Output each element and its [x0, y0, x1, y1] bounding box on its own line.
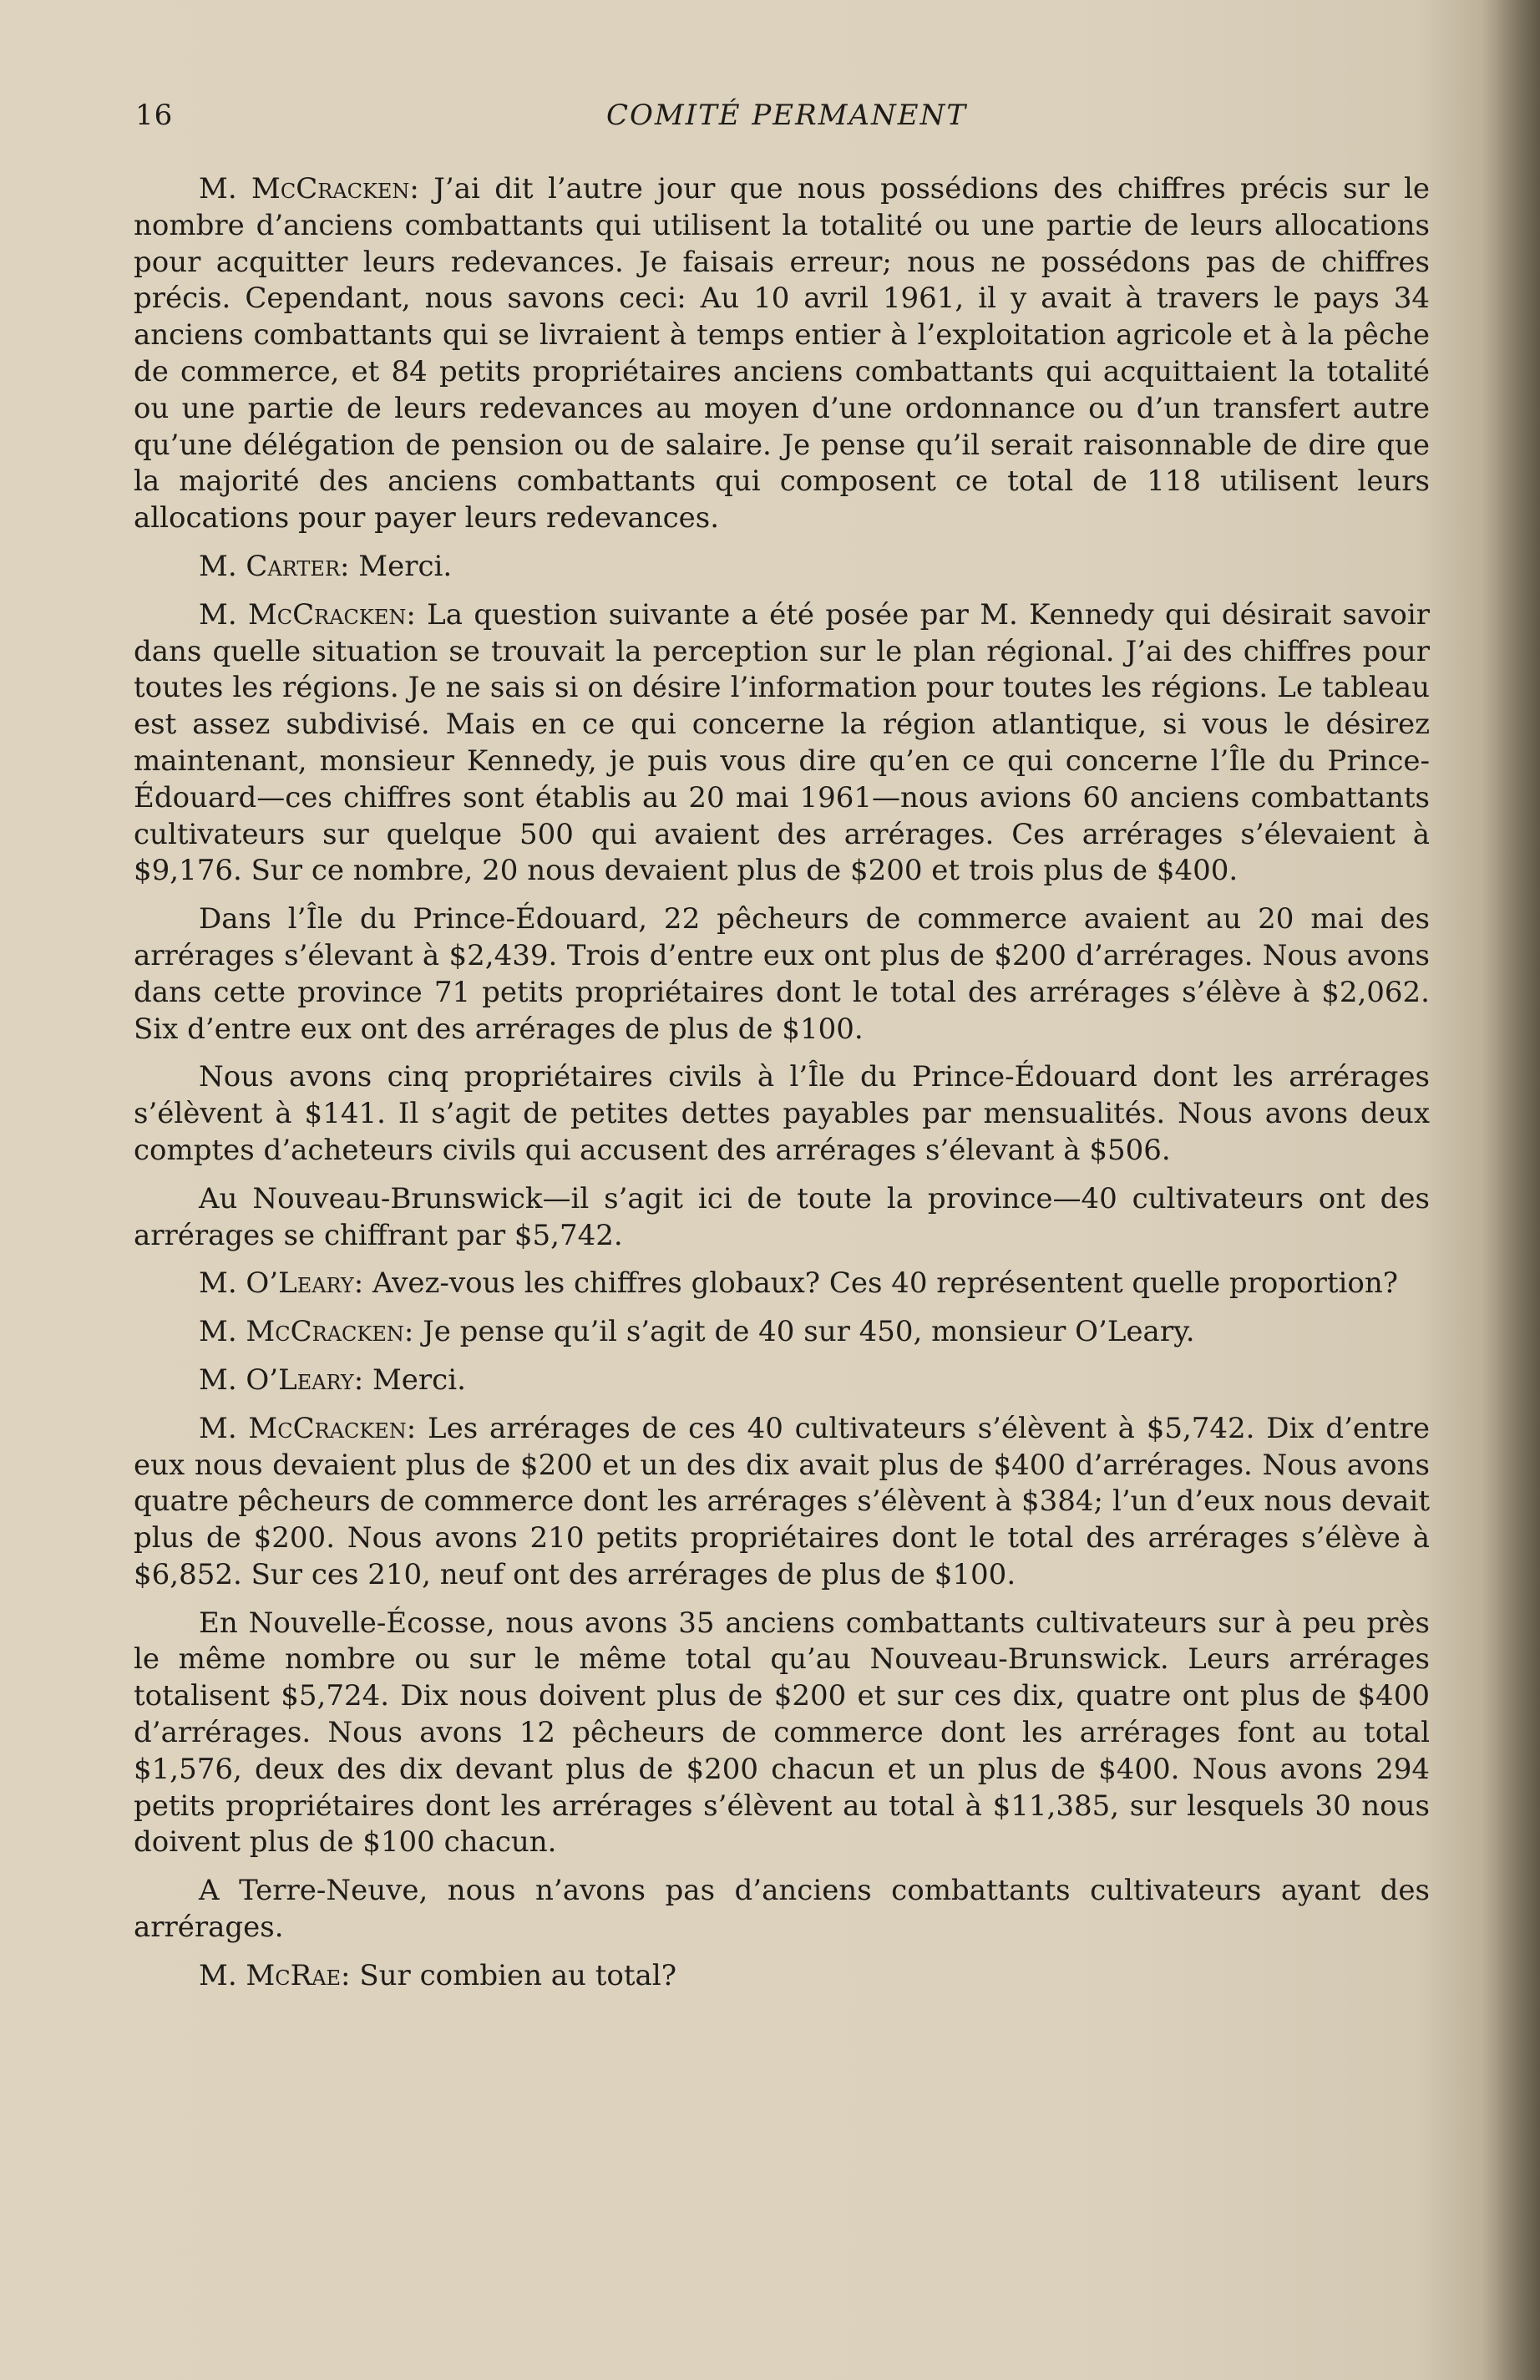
running-title: COMITÉ PERMANENT [605, 99, 968, 132]
paragraph-text: Merci. [349, 549, 453, 583]
paragraph-text: Nous avons cinq propriétaires civils à l’Île du Prince-Édouard dont les arrérages s’élèvent à $141. Il s’agit de petites dettes payables par mensualités. Nous avons deux comptes d’acheteurs civils qui accusent des arrérages s’élevant à $506. [134, 1060, 1430, 1167]
page-number: 16 [135, 99, 174, 132]
paragraph [134, 1873, 1430, 1946]
paragraph [134, 1181, 1430, 1255]
paragraph-text: Les arrérages de ces 40 cultivateurs s’élèvent à $5,742. Dix d’entre eux nous devaient plus de $200 et un des dix avait plus de $400 d’arrérages. Nous avons quatre pêcheurs de commerce dont les arrérages s’élèvent à $384; l’un d’eux nous devait plus de $200. Nous avons 210 petits propriétaires dont le total des arrérages s’élève à $6,852. Sur ces 210, neuf ont des arrérages de plus de $100. [134, 1411, 1430, 1591]
paragraph [134, 901, 1430, 1048]
paragraph-text: Au Nouveau-Brunswick—il s’agit ici de toute la province—40 cultivateurs ont des arrérages se chiffrant par $5,742. [134, 1181, 1430, 1252]
page-header [135, 99, 1438, 140]
paragraph-text: En Nouvelle-Écosse, nous avons 35 anciens combattants cultivateurs sur à peu près le même nombre ou sur le même total qu’au Nouveau-Brunswick. Leurs arrérages totalisent $5,724. Dix nous doivent plus de $200 et sur ces dix, quatre ont plus de $400 d’arrérages. Nous avons 12 pêcheurs de commerce dont les arrérages font au total $1,576, deux des dix devant plus de $200 chacun et un plus de $400. Nous avons 294 petits propriétaires dont les arrérages s’élèvent au total à $11,385, sur lesquels 30 nous doivent plus de $100 chacun. [134, 1606, 1430, 1860]
speaker-name: M. O’Leary: [199, 1363, 364, 1397]
binding-shadow [1482, 0, 1540, 2380]
paragraph-text: Avez-vous les chiffres globaux? Ces 40 représentent quelle proportion? [363, 1266, 1398, 1301]
paragraph [134, 1266, 1430, 1302]
speaker-name: M. McCracken: [199, 172, 419, 206]
paragraph [134, 1363, 1430, 1399]
paragraph-text: A Terre-Neuve, nous n’avons pas d’anciens combattants cultivateurs ayant des arrérages. [134, 1874, 1430, 1945]
paragraph [134, 1059, 1430, 1169]
speaker-name: M. McCracken: [199, 1411, 417, 1445]
speaker-name: M. McCracken: [199, 1315, 414, 1349]
paragraph-text: La question suivante a été posée par M. Kennedy qui désirait savoir dans quelle situation se trouvait la perception sur le plan régional. J’ai des chiffres pour toutes les régions. Je ne sais si on désire l’information pour toutes les régions. Le tableau est assez subdivisé. Mais en ce qui concerne la région atlantique, si vous le désirez maintenant, monsieur Kennedy, je puis vous dire qu’en ce qui concerne l’Île du Prince-Édouard—ces chiffres sont établis au 20 mai 1961—nous avions 60 anciens combattants cultivateurs sur quelque 500 qui avaient des arrérages. Ces arrérages s’élevaient à $9,176. Sur ce nombre, 20 nous devaient plus de $200 et trois plus de $400. [134, 597, 1431, 888]
paragraph [134, 1958, 1430, 1995]
paragraph [134, 171, 1430, 537]
speaker-name: M. Carter: [199, 549, 350, 583]
paragraph-text: Je pense qu’il s’agit de 40 sur 450, monsieur O’Leary. [413, 1315, 1195, 1349]
paragraph-text: Dans l’Île du Prince-Édouard, 22 pêcheurs de commerce avaient au 20 mai des arrérages s’élevant à $2,439. Trois d’entre eux ont plus de $200 d’arrérages. Nous avons dans cette province 71 petits propriétaires dont le total des arrérages s’élève à $2,062. Six d’entre eux ont des arrérages de plus de $100. [134, 902, 1430, 1046]
paragraph [134, 1411, 1430, 1594]
paragraph-text: Sur combien au total? [350, 1958, 676, 1992]
paragraph [134, 1314, 1430, 1351]
speaker-name: M. McCracken: [199, 597, 416, 632]
speaker-name: M. McRae: [199, 1958, 351, 1992]
paragraph [134, 549, 1430, 586]
speaker-name: M. O’Leary: [199, 1266, 364, 1301]
transcript-body [134, 171, 1430, 2007]
paragraph-text: J’ai dit l’autre jour que nous possédions des chiffres précis sur le nombre d’anciens combattants qui utilisent la totalité ou une partie de leurs allocations pour acquitter leurs redevances. Je faisais erreur; nous ne possédons pas de chiffres précis. Cependant, nous savons ceci: Au 10 avril 1961, il y avait à travers le pays 34 anciens combattants qui se livraient à temps entier à l’exploitation agricole et à la pêche de commerce, et 84 petits propriétaires anciens combattants qui acquittaient la totalité ou une partie de leurs redevances au moyen d’une ordonnance ou d’un transfert autre qu’une délégation de pension ou de salaire. Je pense qu’il serait raisonnable de dire que la majorité des anciens combattants qui composent ce total de 118 utilisent leurs allocations pour payer leurs redevances. [134, 172, 1430, 535]
paragraph-text: Merci. [363, 1363, 466, 1397]
paragraph [134, 1606, 1430, 1862]
paragraph [134, 597, 1430, 890]
